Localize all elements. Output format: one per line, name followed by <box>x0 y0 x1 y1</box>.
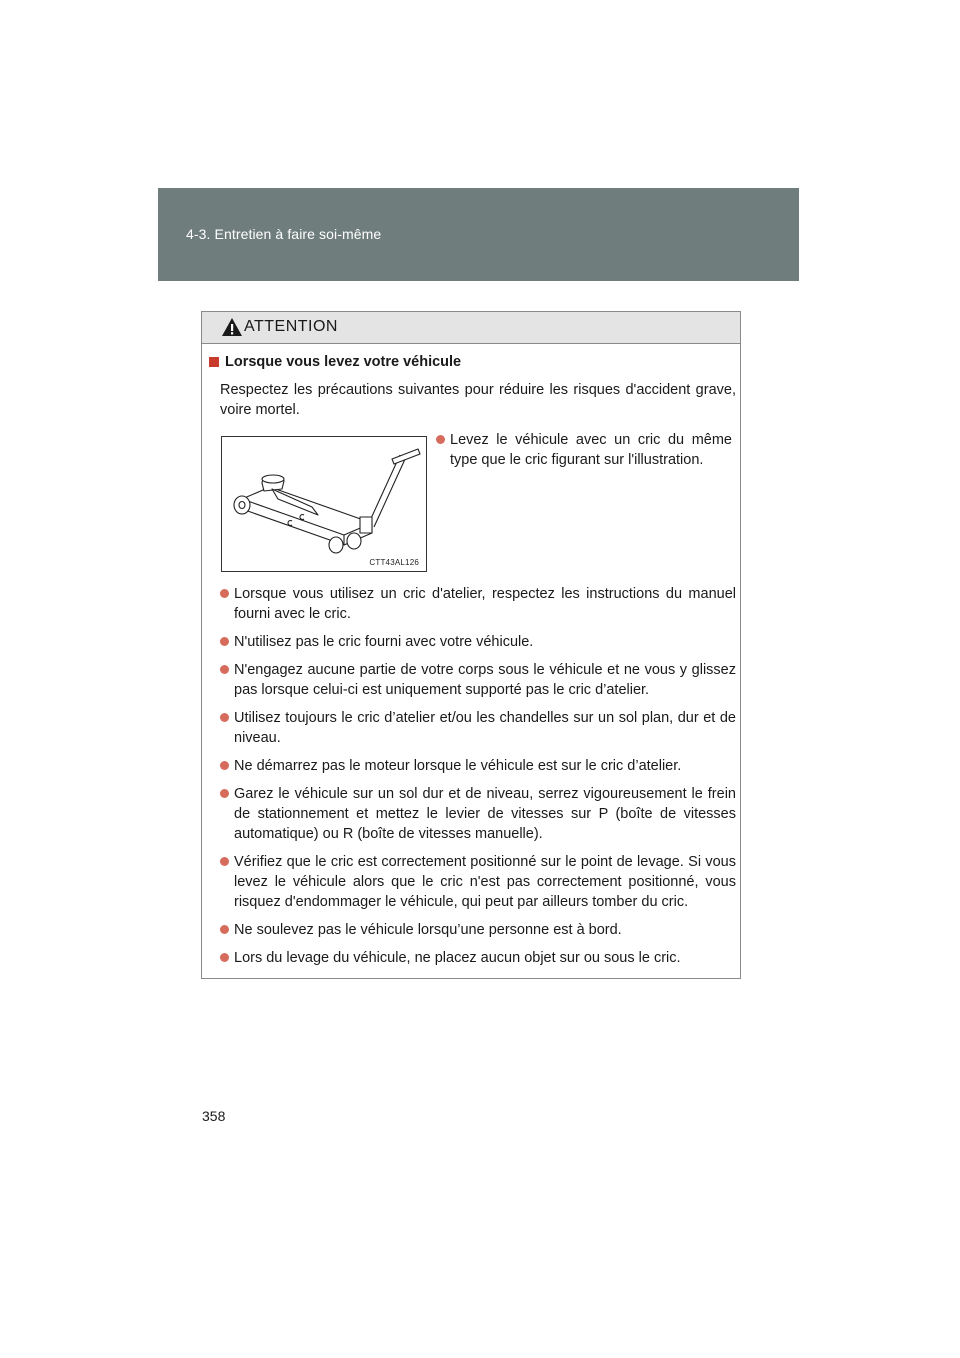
bullet-dot-icon <box>436 435 445 444</box>
figure-code: CTT43AL126 <box>369 558 419 567</box>
list-item <box>220 784 736 844</box>
list-item <box>220 660 736 700</box>
section-header-band <box>158 188 799 281</box>
side-bullet-item <box>436 430 732 470</box>
list-item-text: Garez le véhicule sur un sol dur et de niveau, serrez vigoureusement le frein de stationnement et mettez le levier de vitesses sur P (boîte de vitesses automatique) ou R (boîte de vitesses manuelle). <box>234 786 736 842</box>
side-bullet-text: Levez le véhicule avec un cric du même type que le cric figurant sur l'illustration. <box>450 432 732 468</box>
floor-jack-illustration <box>221 436 427 572</box>
list-item-text: Ne démarrez pas le moteur lorsque le véhicule est sur le cric d’atelier. <box>234 758 682 774</box>
caution-title: ATTENTION <box>244 318 338 335</box>
list-item-text: Lors du levage du véhicule, ne placez aucun objet sur ou sous le cric. <box>234 950 681 966</box>
list-item-text: N'utilisez pas le cric fourni avec votre véhicule. <box>234 634 534 650</box>
list-item <box>220 708 736 748</box>
bullet-dot-icon <box>220 789 229 798</box>
list-item <box>220 852 736 912</box>
topic-text: Lorsque vous levez votre véhicule <box>225 354 462 370</box>
list-item-text: N'engagez aucune partie de votre corps sous le véhicule et ne vous y glissez pas lorsque celui-ci est uniquement supporté pas le cric d’atelier. <box>234 662 736 698</box>
bullet-dot-icon <box>220 589 229 598</box>
bullet-dot-icon <box>220 637 229 646</box>
list-item-text: Utilisez toujours le cric d’atelier et/ou les chandelles sur un sol plan, dur et de niveau. <box>234 710 736 746</box>
bullet-dot-icon <box>220 925 229 934</box>
topic-heading <box>209 354 461 370</box>
intro-text: Respectez les précautions suivantes pour réduire les risques d'accident grave, voire mortel. <box>220 382 736 418</box>
list-item <box>220 920 736 940</box>
bullet-dot-icon <box>220 713 229 722</box>
page-number: 358 <box>202 1108 226 1124</box>
caution-header <box>202 312 740 344</box>
list-item <box>220 584 736 624</box>
warning-triangle-icon <box>221 317 243 337</box>
square-bullet-icon <box>209 357 219 367</box>
caution-list <box>220 584 736 976</box>
list-item <box>220 948 736 968</box>
floor-jack-drawing <box>222 437 426 571</box>
list-item <box>220 756 736 776</box>
list-item-text: Ne soulevez pas le véhicule lorsqu’une personne est à bord. <box>234 922 622 938</box>
caution-box <box>201 311 741 979</box>
bullet-dot-icon <box>220 953 229 962</box>
list-item-text: Lorsque vous utilisez un cric d'atelier, respectez les instructions du manuel fourni avec le cric. <box>234 586 736 622</box>
list-item <box>220 632 736 652</box>
list-item-text: Vérifiez que le cric est correctement positionné sur le point de levage. Si vous levez le véhicule alors que le cric n'est pas correctement positionné, vous risquez d'endommager le véhicule, qui peut par ailleurs tomber du cric. <box>234 854 736 910</box>
bullet-dot-icon <box>220 761 229 770</box>
bullet-dot-icon <box>220 857 229 866</box>
section-title: 4-3. Entretien à faire soi-même <box>186 226 382 242</box>
bullet-dot-icon <box>220 665 229 674</box>
